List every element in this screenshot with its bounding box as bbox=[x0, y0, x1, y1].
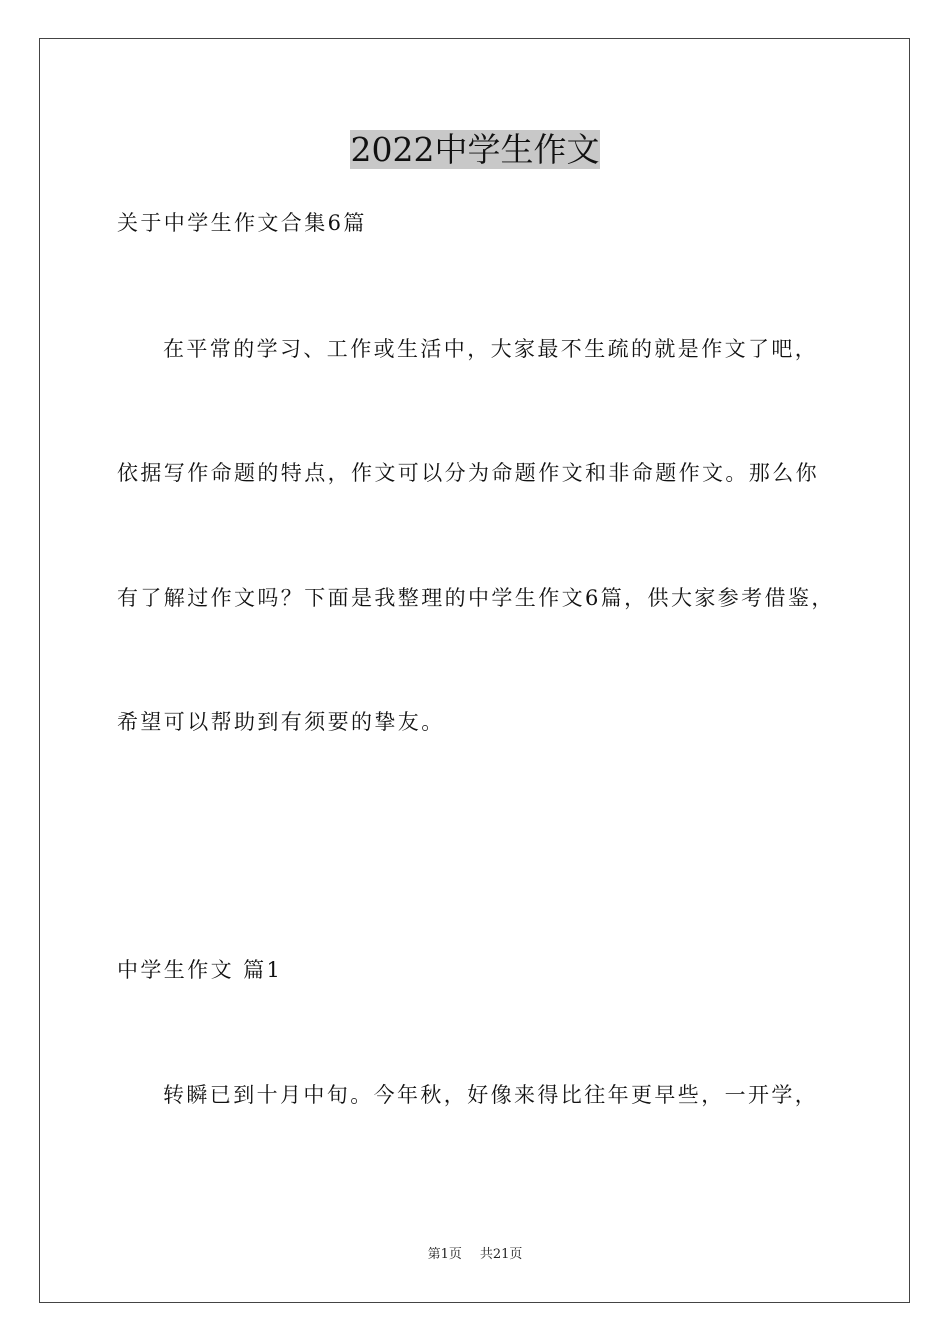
page-number: 第1页 bbox=[427, 1247, 462, 1262]
page-total: 共21页 bbox=[479, 1247, 523, 1262]
intro-line-3: 有了解过作文吗？下面是我整理的中学生作文6篇，供大家参考借鉴， bbox=[117, 586, 835, 610]
document-title bbox=[0, 128, 950, 172]
page-footer bbox=[0, 1246, 950, 1264]
document-subtitle: 关于中学生作文合集6篇 bbox=[117, 211, 367, 235]
intro-line-2: 依据写作命题的特点，作文可以分为命题作文和非命题作文。那么你 bbox=[117, 461, 819, 485]
document-title-text: 2022中学生作文 bbox=[350, 130, 600, 169]
section-heading: 中学生作文 篇1 bbox=[117, 958, 283, 982]
intro-line-1: 在平常的学习、工作或生活中，大家最不生疏的就是作文了吧， bbox=[163, 337, 819, 361]
intro-line-4: 希望可以帮助到有须要的挚友。 bbox=[117, 710, 445, 734]
section-first-line: 转瞬已到十月中旬。今年秋，好像来得比往年更早些，一开学， bbox=[163, 1083, 819, 1107]
